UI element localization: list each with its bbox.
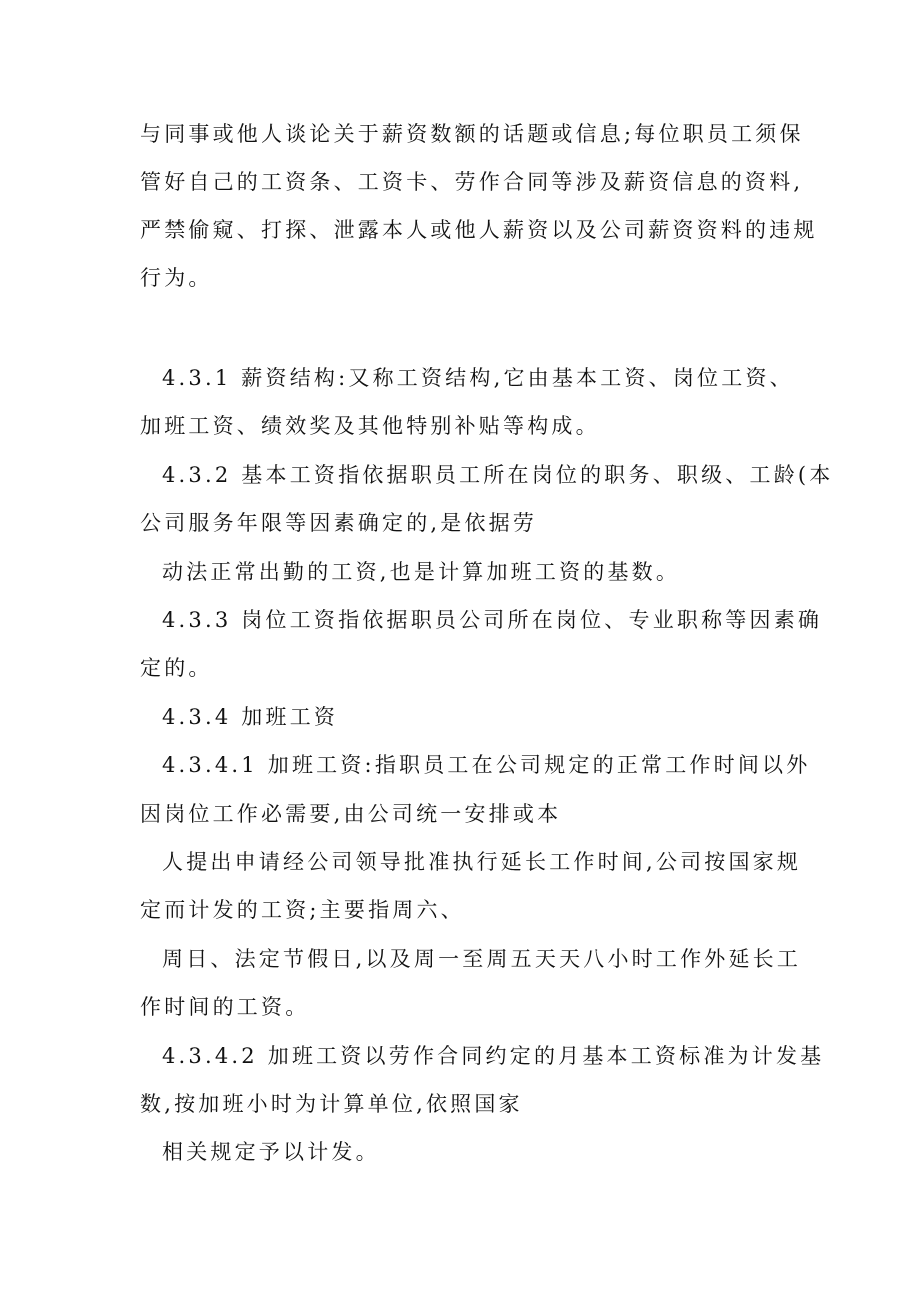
section-4-3-4-2-line: 4.3.4.2 加班工资以劳作合同约定的月基本工资标准为计发基 bbox=[162, 1044, 825, 1068]
paragraph-line: 动法正常出勤的工资,也是计算加班工资的基数。 bbox=[162, 560, 681, 584]
section-4-3-4-heading: 4.3.4 加班工资 bbox=[162, 705, 339, 729]
paragraph-line: 管好自己的工资条、工资卡、劳作合同等涉及薪资信息的资料, bbox=[140, 170, 804, 194]
paragraph-line: 作时间的工资。 bbox=[140, 995, 310, 1019]
paragraph-line: 行为。 bbox=[140, 266, 213, 290]
paragraph-line: 公司服务年限等因素确定的,是依据劳 bbox=[140, 511, 538, 535]
section-4-3-2-line: 4.3.2 基本工资指依据职员工所在岗位的职务、职级、工龄(本 bbox=[162, 463, 834, 487]
paragraph-line: 人提出申请经公司领导批准执行延长工作时间,公司按国家规 bbox=[162, 850, 802, 874]
paragraph-line: 相关规定予以计发。 bbox=[162, 1140, 380, 1164]
paragraph-line: 加班工资、绩效奖及其他特别补贴等构成。 bbox=[140, 414, 600, 438]
paragraph-line: 与同事或他人谈论关于薪资数额的话题或信息;每位职员工须保 bbox=[140, 122, 804, 146]
paragraph-line: 周日、法定节假日,以及周一至周五天天八小时工作外延长工 bbox=[162, 947, 802, 971]
paragraph-line: 定而计发的工资;主要指周六、 bbox=[140, 898, 465, 922]
paragraph-line: 严禁偷窥、打探、泄露本人或他人薪资以及公司薪资资料的违规 bbox=[140, 218, 818, 242]
paragraph-line: 数,按加班小时为计算单位,依照国家 bbox=[140, 1092, 523, 1116]
section-4-3-3-line: 4.3.3 岗位工资指依据职员公司所在岗位、专业职称等因素确 bbox=[162, 608, 823, 632]
section-4-3-4-1-line: 4.3.4.1 加班工资:指职员工在公司规定的正常工作时间以外 bbox=[162, 753, 811, 777]
paragraph-line: 因岗位工作必需要,由公司统一安排或本 bbox=[140, 802, 562, 826]
section-4-3-1-line: 4.3.1 薪资结构:又称工资结构,它由基本工资、岗位工资、 bbox=[162, 366, 794, 390]
paragraph-line: 定的。 bbox=[140, 656, 213, 680]
